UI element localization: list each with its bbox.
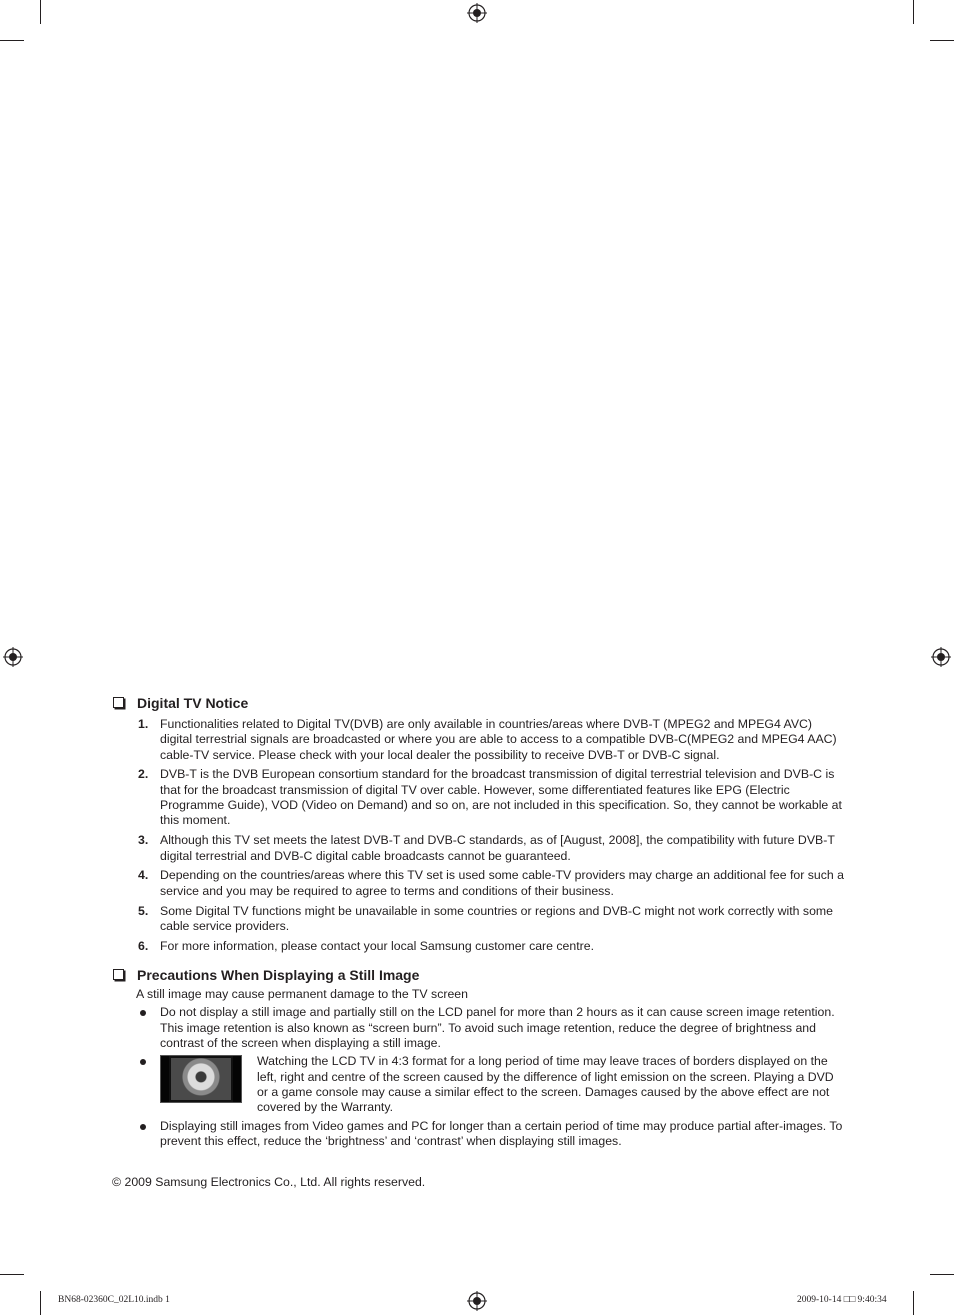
list-item bbox=[112, 868, 844, 899]
item-text: Functionalities related to Digital TV(DVB) are only available in countries/areas where DVB-T (MPEG2 and MPEG4 AVC) digital terrestrial signals are broadcasted or where you are able to access to a compatible DVB-C(MPEG2 and MPEG4 AAC) cable-TV service. Please check with your local dealer the possibility to receive DVB-T or DVB-C signal. bbox=[160, 717, 837, 762]
checkbox-icon bbox=[113, 697, 124, 708]
item-text: For more information, please contact your local Samsung customer care centre. bbox=[160, 938, 594, 953]
still-image-intro: A still image may cause permanent damage to the TV screen bbox=[136, 987, 468, 1002]
item-text: Do not display a still image and partially still on the LCD panel for more than 2 hours as it can cause screen image retention. This image retention is also known as “screen burn”. To avoid such image retention, reduce the degree of brightness and contrast of the screen when displaying a still image. bbox=[160, 1005, 835, 1051]
copyright-notice: © 2009 Samsung Electronics Co., Ltd. All rights reserved. bbox=[112, 1175, 426, 1189]
item-number: 5. bbox=[138, 903, 149, 918]
list-item bbox=[112, 1119, 844, 1150]
list-item bbox=[112, 1054, 844, 1115]
crop-mark bbox=[40, 1291, 41, 1315]
list-item bbox=[112, 833, 844, 864]
registration-mark-icon bbox=[467, 1291, 487, 1311]
item-text: DVB-T is the DVB European consortium standard for the broadcast transmission of digital terrestrial television and DVB-C is that for the broadcast transmission of digital TV over cable. However, some differentiated features like EPG (Electric Programme Guide), VOD (Video on Demand) and so on, are not included in this specification. So, they cannot be workable at this moment. bbox=[160, 767, 842, 828]
section-title-text: Digital TV Notice bbox=[137, 695, 249, 711]
list-item bbox=[112, 939, 844, 954]
item-number: 1. bbox=[138, 717, 149, 731]
item-number: 6. bbox=[138, 938, 149, 953]
still-image-heading bbox=[112, 966, 844, 984]
left-border-bar bbox=[161, 1056, 169, 1102]
footer-datetime: 2009-10-14 □□ 9:40:34 bbox=[797, 1295, 887, 1305]
crop-mark bbox=[930, 40, 954, 41]
crop-mark bbox=[913, 0, 914, 24]
list-item bbox=[112, 1005, 844, 1051]
crop-mark bbox=[40, 0, 41, 24]
list-item bbox=[112, 904, 844, 935]
crop-mark bbox=[930, 1274, 954, 1275]
digital-tv-notice-list bbox=[112, 717, 844, 954]
bullet-icon bbox=[140, 1059, 146, 1065]
flower-image bbox=[171, 1058, 231, 1100]
crop-mark bbox=[0, 40, 24, 41]
item-text: Some Digital TV functions might be unavailable in some countries or regions and DVB-C might not work correctly with some cable service providers. bbox=[160, 903, 833, 933]
section-title-text: Precautions When Displaying a Still Image bbox=[137, 967, 420, 984]
tv-4x3-thumbnail bbox=[160, 1055, 242, 1103]
item-number: 3. bbox=[138, 833, 149, 848]
item-number: 4. bbox=[138, 868, 149, 883]
item-text: Depending on the countries/areas where this TV set is used some cable-TV providers may charge an additional fee for such a service and you may be required to agree to terms and conditions of their business. bbox=[160, 868, 844, 898]
still-image-bullets bbox=[112, 1005, 844, 1149]
bullet-icon bbox=[140, 1124, 146, 1130]
item-text: Displaying still images from Video games and PC for longer than a certain period of time may produce partial after-images. To prevent this effect, reduce the ‘brightness’ and ‘contrast’ when displaying still images. bbox=[160, 1118, 843, 1148]
bullet-icon bbox=[140, 1010, 146, 1016]
registration-mark-icon bbox=[467, 3, 487, 23]
list-item bbox=[112, 717, 844, 763]
footer-file-name: BN68-02360C_02L10.indb 1 bbox=[58, 1295, 170, 1305]
crop-mark bbox=[913, 1291, 914, 1315]
item-text: Watching the LCD TV in 4:3 format for a long period of time may leave traces of borders displayed on the left, right and centre of the screen caused by the difference of light emission on the screen. Playing a DVD or a game console may cause a similar effect to the screen. Damages caused by the above effect are not covered by the Warranty. bbox=[257, 1054, 834, 1115]
right-border-bar bbox=[233, 1056, 241, 1102]
list-item bbox=[112, 767, 844, 828]
digital-tv-notice-heading bbox=[112, 694, 844, 712]
registration-mark-icon bbox=[931, 647, 951, 667]
item-text: Although this TV set meets the latest DVB-T and DVB-C standards, as of [August, 2008], the compatibility with future DVB-T digital terrestrial and DVB-C digital cable broadcasts cannot be guaranteed. bbox=[160, 833, 835, 863]
main-content bbox=[112, 694, 844, 1152]
still-image-section bbox=[112, 966, 844, 1149]
item-number: 2. bbox=[138, 767, 149, 782]
crop-mark bbox=[0, 1274, 24, 1275]
checkbox-icon bbox=[113, 969, 124, 980]
registration-mark-icon bbox=[3, 647, 23, 667]
